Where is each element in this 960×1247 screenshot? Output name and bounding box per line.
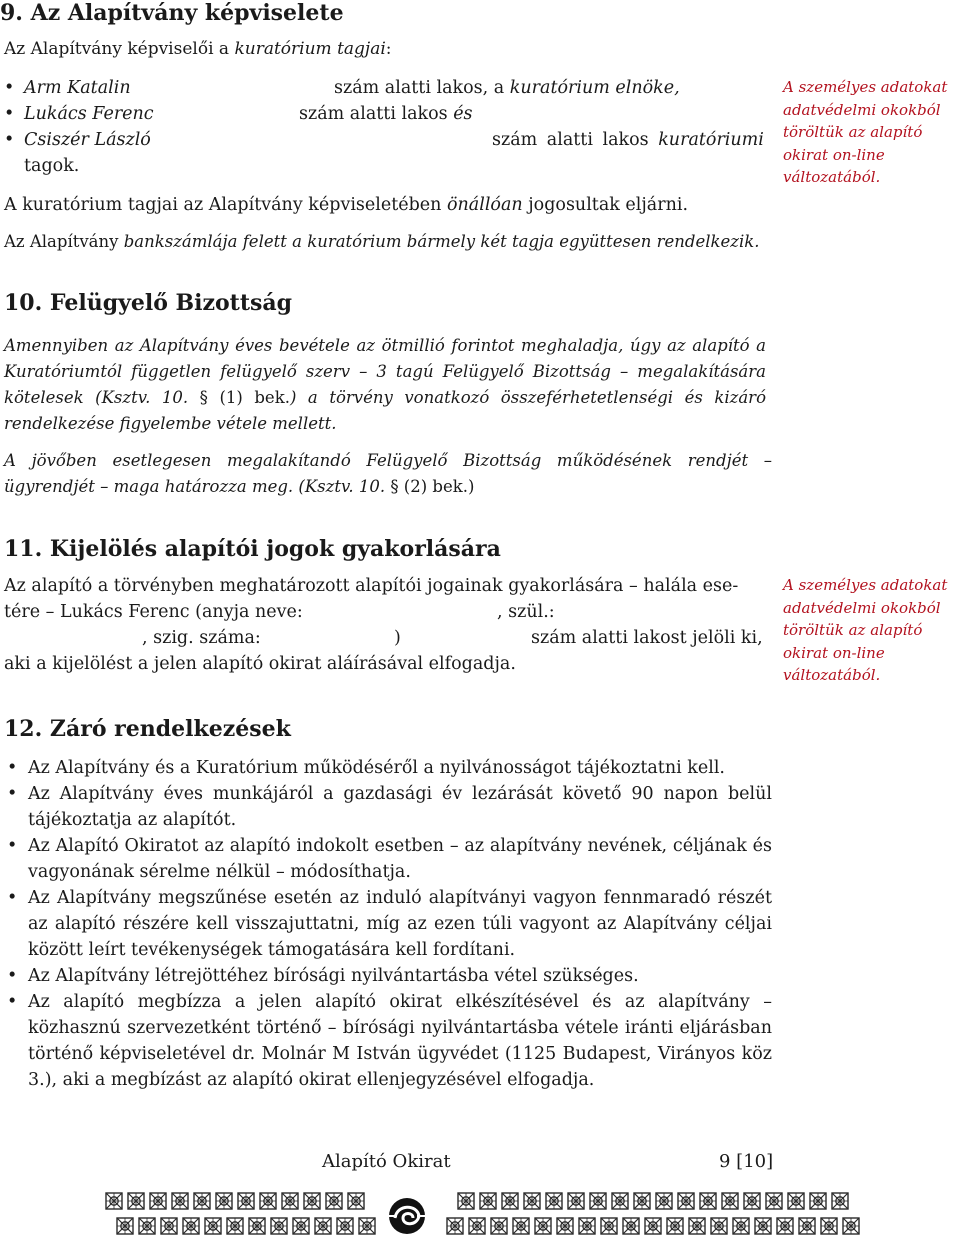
s9-p2-text: Az Alapítvány xyxy=(4,232,124,251)
knot-ornament-icon xyxy=(480,1193,496,1209)
privacy-note: A személyes adatokat adatvédelmi okokból töröltük az alapító okirat on-line változatából. xyxy=(783,576,948,684)
knot-ornament-icon xyxy=(689,1218,705,1234)
knot-ornament-icon xyxy=(150,1193,166,1209)
knot-ornament-icon xyxy=(172,1193,188,1209)
s11-paragraph xyxy=(4,573,772,677)
knot-ornament-icon xyxy=(128,1193,144,1209)
knot-ornament-icon xyxy=(722,1193,738,1209)
knot-ornament-icon xyxy=(161,1218,177,1234)
list-item-continuation xyxy=(4,153,774,179)
s9-intro-italic: kuratórium tagjai xyxy=(234,39,386,59)
knot-ornament-icon xyxy=(469,1218,485,1234)
knot-ornament-icon xyxy=(502,1193,518,1209)
knot-ornament-icon xyxy=(117,1218,133,1234)
knot-ornament-icon xyxy=(634,1193,650,1209)
knot-ornament-icon xyxy=(216,1193,232,1209)
knot-ornament-icon xyxy=(601,1218,617,1234)
s11-line-4: aki a kijelölést a jelen alapító okirat aláírásával elfogadja. xyxy=(4,654,516,674)
member-address-text: szám alatti lakos xyxy=(299,104,454,124)
knot-ornament-icon xyxy=(458,1193,474,1209)
member-address-text: szám alatti lakos xyxy=(492,130,659,150)
s9-intro xyxy=(4,36,764,62)
knot-ornament-icon xyxy=(205,1218,221,1234)
knot-ornament-icon xyxy=(106,1193,122,1209)
s12-list xyxy=(4,755,772,1093)
knot-ornament-icon xyxy=(194,1193,210,1209)
member-list-tail: tagok. xyxy=(24,156,80,176)
list-item: • Csiszér László szám alatti lakos kuratóriumi xyxy=(4,127,774,153)
knot-ornament-icon xyxy=(821,1218,837,1234)
s9-p1-italic: önállóan xyxy=(447,195,523,215)
knot-ornament-icon xyxy=(755,1218,771,1234)
knot-ornament-icon xyxy=(546,1193,562,1209)
knot-ornament-icon xyxy=(810,1193,826,1209)
knot-ornament-icon xyxy=(733,1218,749,1234)
s9-p1-text: A kuratórium tagjai az Alapítvány képviseletében xyxy=(4,195,447,215)
section-10-heading: 10. Felügyelő Bizottság xyxy=(4,290,293,316)
knot-ornament-icon xyxy=(843,1218,859,1234)
knot-ornament-icon xyxy=(623,1218,639,1234)
knot-ornament-icon xyxy=(359,1218,375,1234)
knot-ornament-icon xyxy=(348,1193,364,1209)
knot-ornament-icon xyxy=(447,1218,463,1234)
s10-p2-a: A jövőben esetlegesen megalakítandó Felügyelő Bizottság működésének rendjét – ügyrendjét – maga határozza meg. (Ksztv. 10. xyxy=(4,451,772,496)
swirl-logo-icon xyxy=(389,1198,425,1234)
s10-paragraph-1 xyxy=(4,333,766,437)
knot-ornament-icon xyxy=(667,1218,683,1234)
member-name: Csiszér László xyxy=(24,130,151,150)
list-item: • Lukács Ferenc szám alatti lakos és xyxy=(4,101,774,127)
s10-p1-c: ) a törvény vonatkozó összeférhetetlenségi és kizáró rendelkezése figyelembe vétele mellett. xyxy=(4,388,767,433)
list-item: • Az Alapítvány és a Kuratórium működéséről a nyilvánosságot tájékoztatni kell. xyxy=(4,755,772,781)
knot-ornament-icon xyxy=(612,1193,628,1209)
s11-line-3-a: , szig. száma: xyxy=(142,628,261,648)
privacy-note: A személyes adatokat adatvédelmi okokból töröltük az alapító okirat on-line változatából. xyxy=(783,78,948,186)
footer-ornament-svg xyxy=(105,1190,865,1242)
knot-ornament-icon xyxy=(700,1193,716,1209)
member-role: és xyxy=(453,104,473,124)
footer-page-number: 9 [10] xyxy=(719,1151,774,1172)
list-item: • Az Alapítvány éves munkájáról a gazdasági év lezárását követő 90 napon belül tájékoztatja az alapítót. xyxy=(4,781,772,833)
s11-line-2-b: , szül.: xyxy=(497,602,555,622)
section-12-heading: 12. Záró rendelkezések xyxy=(4,716,291,742)
knot-ornament-icon xyxy=(183,1218,199,1234)
s10-paragraph-2 xyxy=(4,448,772,500)
knot-ornament-icon xyxy=(535,1218,551,1234)
section-11-heading: 11. Kijelölés alapítói jogok gyakorlására xyxy=(4,536,501,562)
list-item: • Az Alapító Okiratot az alapító indokolt esetben – az alapítvány nevének, céljának és vagyonának sérelme nélkül – módosíthatja. xyxy=(4,833,772,885)
list-item: • Az Alapítvány létrejöttéhez bírósági nyilvántartásba vétel szükséges. xyxy=(4,963,772,989)
s9-intro-end: : xyxy=(385,39,392,59)
section-9-heading: 9. Az Alapítvány képviselete xyxy=(0,0,344,26)
footer-ornament xyxy=(105,1190,865,1242)
s9-paragraph-2 xyxy=(4,229,774,255)
knot-ornament-icon xyxy=(766,1193,782,1209)
s10-p1-a: Amennyiben az Alapítvány éves bevétele az ötmillió forintot meghaladja, úgy az alapító a Kuratóriumtól független felügyelő szerv – 3 tagú Felügyelő Bizottság – megalakítására kötelesek (Ksztv. 10. xyxy=(4,336,766,407)
knot-ornament-icon xyxy=(282,1193,298,1209)
knot-ornament-icon xyxy=(777,1218,793,1234)
knot-ornament-icon xyxy=(568,1193,584,1209)
knot-ornament-icon xyxy=(788,1193,804,1209)
list-item: • Arm Katalin szám alatti lakos, a kuratórium elnöke, xyxy=(4,75,774,101)
list-item: • Az alapító megbízza a jelen alapító okirat elkészítésével és az alapítvány – közhasznú szervezetként történő – bírósági nyilvántartásba vétele iránti eljárásban történő képviseletével dr. Molnár M István ügyvédet (1125 Budapest, Virányos köz 3.), aki a megbízást az alapító okirat ellenjegyzésével elfogadja. xyxy=(4,989,772,1093)
knot-ornament-icon xyxy=(590,1193,606,1209)
knot-ornament-icon xyxy=(326,1193,342,1209)
knot-ornament-icon xyxy=(656,1193,672,1209)
knot-ornament-icon xyxy=(293,1218,309,1234)
s11-line-2-a: tére – Lukács Ferenc (anyja neve: xyxy=(4,602,303,622)
knot-ornament-icon xyxy=(832,1193,848,1209)
knot-ornament-icon xyxy=(524,1193,540,1209)
s9-p1-end: jogosultak eljárni. xyxy=(522,195,689,215)
footer-title: Alapító Okirat xyxy=(322,1151,451,1172)
s11-line-1: Az alapító a törvényben meghatározott alapítói jogainak gyakorlására – halála ese- xyxy=(4,576,739,596)
knot-ornament-icon xyxy=(139,1218,155,1234)
knot-ornament-icon xyxy=(513,1218,529,1234)
s10-p2-b: § (2) bek.) xyxy=(390,477,475,496)
s11-line-2 xyxy=(4,599,772,625)
knot-ornament-icon xyxy=(238,1193,254,1209)
s9-intro-text: Az Alapítvány képviselői a xyxy=(4,39,235,59)
knot-ornament-icon xyxy=(678,1193,694,1209)
member-role: kuratóriumi xyxy=(658,130,764,150)
knot-ornament-icon xyxy=(744,1193,760,1209)
member-name: Arm Katalin xyxy=(24,78,131,98)
s11-line-3-b: ) xyxy=(394,628,401,648)
s11-line-3 xyxy=(4,625,772,651)
list-item: • Az Alapítvány megszűnése esetén az induló alapítványi vagyon fennmaradó részét az alapító részére kell visszajuttatni, míg az ezen túli vagyont az Alapítvány céljai között leírt tevékenységek támogatására kell fordítani. xyxy=(4,885,772,963)
knot-ornament-icon xyxy=(491,1218,507,1234)
knot-ornament-icon xyxy=(304,1193,320,1209)
s9-paragraph-1 xyxy=(4,192,764,218)
knot-ornament-icon xyxy=(711,1218,727,1234)
knot-ornament-icon xyxy=(249,1218,265,1234)
knot-ornament-icon xyxy=(337,1218,353,1234)
member-name: Lukács Ferenc xyxy=(24,104,154,124)
s10-p1-b: § (1) bek. xyxy=(199,388,290,407)
s11-line-3-c: szám alatti lakost jelöli ki, xyxy=(531,628,763,648)
knot-ornament-icon xyxy=(557,1218,573,1234)
knot-ornament-icon xyxy=(271,1218,287,1234)
knot-ornament-icon xyxy=(227,1218,243,1234)
knot-ornament-icon xyxy=(260,1193,276,1209)
s9-p2-italic: bankszámlája felett a kuratórium bármely két tagja együttesen rendelkezik. xyxy=(123,232,760,251)
member-address-text: szám alatti lakos, a xyxy=(334,78,510,98)
member-role: kuratórium elnöke, xyxy=(509,78,680,98)
s9-member-list xyxy=(4,75,774,179)
knot-ornament-icon xyxy=(645,1218,661,1234)
knot-ornament-icon xyxy=(315,1218,331,1234)
knot-ornament-icon xyxy=(799,1218,815,1234)
knot-ornament-icon xyxy=(579,1218,595,1234)
